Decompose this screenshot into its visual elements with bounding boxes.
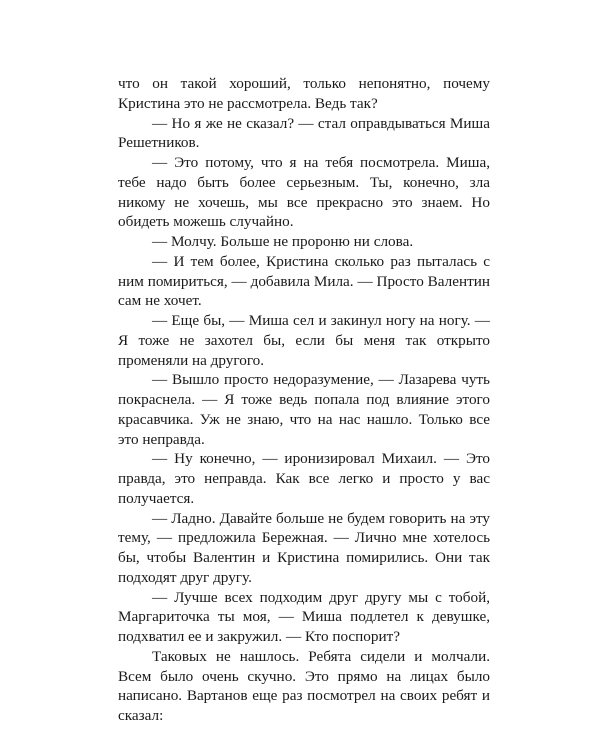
paragraph-4: — Молчу. Больше не пророню ни слова. <box>152 233 414 250</box>
paragraph-9: — Ладно. Давайте больше не будем говорить на эту тему, — предложила Бережная. — Лично мне хотелось бы, чтобы Валентин и Кристина помирились. Они так подходят друг другу. <box>118 509 490 586</box>
paragraph-2: — Но я же не сказал? — стал оправдываться Миша Решетников. <box>118 114 490 152</box>
paragraph-10: — Лучше всех подходим друг другу мы с тобой, Маргариточка ты моя, — Миша подлетел к девушке, подхватил ее и закружил. — Кто поспорит? <box>118 588 490 645</box>
paragraph-5: — И тем более, Кристина сколько раз пыталась с ним помириться, — добавила Мила. — Просто Валентин сам не хочет. <box>118 252 490 310</box>
paragraph-3: — Это потому, что я на тебя посмотрела. Миша, тебе надо быть более серьезным. Ты, конечно, зла никому не хочешь, мы все прекрасно это знаем. Но обидеть можешь случайно. <box>118 154 490 231</box>
book-page-text <box>118 74 490 726</box>
paragraph-11: Таковых не нашлось. Ребята сидели и молчали. Всем было очень скучно. Это прямо на лицах было написано. Вартанов еще раз посмотрел на своих ребят и сказал: <box>118 647 490 724</box>
paragraph-1: что он такой хороший, только непонятно, почему Кристина это не рассмотрела. Ведь так? <box>118 75 490 112</box>
paragraph-6: — Еще бы, — Миша сел и закинул ногу на ногу. — Я тоже не захотел бы, если бы меня так открыто променяли на другого. <box>118 312 490 369</box>
paragraph-7: — Вышло просто недоразумение, — Лазарева чуть покраснела. — Я тоже ведь попала под влияние этого красавчика. Уж не знаю, что на нас нашло. Только все это неправда. <box>118 371 490 448</box>
paragraph-8: — Ну конечно, — иронизировал Михаил. — Это правда, это неправда. Как все легко и просто у вас получается. <box>118 450 490 507</box>
